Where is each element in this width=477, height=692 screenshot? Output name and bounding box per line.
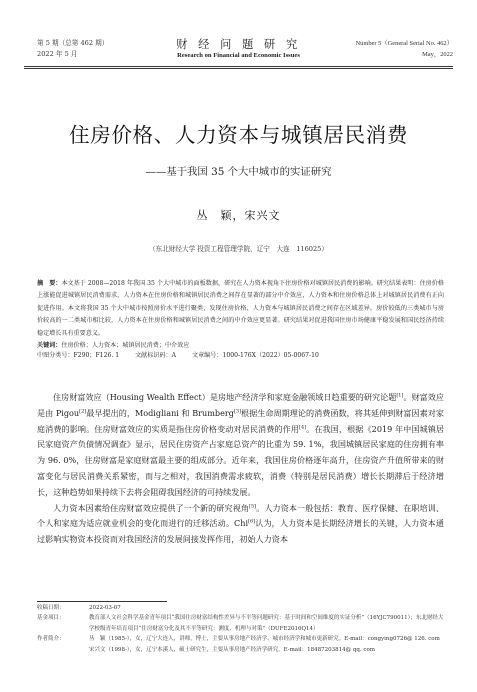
footnote-value: 宋兴文（1998-），女，辽宁本溪人，硕士研究生，主要从事房地产经济学研究。E-mail：18487203814@ qq. com — [89, 646, 375, 653]
text-run: 。在我国，根据《2019 年中国城镇居民家庭资产负债情况调查》显示，居民住房资产占家庭总资产的比重为 59. 1%，我国城镇居民家庭的住房拥有率为 96. 0%，住房财富是家庭财富最主要的组成部分。近年来，我国住房价格逐年高升，住房资产升值所带来的财富变化与居民消费关系紧密，而与之相对，我国消费需求疲软，消费（特别是居民消费）增长长期滞后于经济增长，这种趋势如果持续下去将会阻碍我国经济的可持续发展。 — [37, 423, 444, 497]
text-run: 认为，人力资本是长期经济增长的关键，人力资本通过影响实物资本投资而对我国经济的发展间接发挥作用，初始人力资本 — [37, 518, 444, 545]
header-rule-bottom — [24, 68, 453, 69]
journal-name-en: Research on Financial and Economic Issues — [177, 52, 300, 59]
footnote-fund — [37, 613, 448, 634]
text-run: 最早提出的，Modigliani 和 Brumberg — [86, 407, 234, 418]
footnote-author-2 — [37, 645, 448, 655]
citation: [1] — [396, 392, 404, 399]
text-run: 人力资本因素给住房财富效应提供了一个新的研究视角 — [53, 502, 250, 513]
abstract — [37, 278, 444, 340]
paragraph — [37, 501, 444, 548]
footnote-label: 收稿日期： — [37, 605, 65, 611]
journal-name-cn: 财 经 问 题 研 究 — [176, 38, 301, 51]
article-subtitle: ——基于我国 35 个大中城市的实证研究 — [145, 166, 332, 178]
footnotes — [37, 603, 448, 655]
footnote-author-1 — [37, 634, 448, 644]
header-rule-top — [24, 66, 453, 67]
footnote-value: 教育部人文社会科学基金青年项目“我国住房财富结构性差异与不平等问题研究：基于时间和空间维度的实证分析”（16YJC790011）；东北财经大学校级青年培育项目“住房财富分化及其不平等研究：测度、机理与对策”（DUFE2016Q14） — [89, 615, 444, 632]
footnote-value: 丛 颖（1985-），女，辽宁大连人，讲师，博士，主要从事房地产经济学、城市经济学和城市更新研究。E-mail：congying0726@ 126. com — [89, 636, 440, 643]
article-authors: 丛 颖，宋兴文 — [196, 209, 281, 222]
text-run: 根据生命周期理论的消费函数，将其延伸到财富因素对家庭消费的影响。住房财富效应的实质是指住房价格变动对居民消费的作用 — [37, 407, 444, 434]
paragraph — [37, 390, 444, 501]
footnote-label: 作者简介： — [37, 636, 65, 643]
footnote-received — [37, 603, 448, 613]
abstract-text: 本文基于 2008—2018 年我国 35 个大中城市的面板数据，研究在人力资本视角下住房价格对城镇居民消费的影响。研究结果表明：住房价格上涨能促进城镇居民消费需求，人力资本在住房价格和城镇居民消费之间存在显著的部分中介效应，人力资本和住房价格总体上对城镇居民消费有正向促进作用。本文将我国 35 个大中城市按照房价水平进行聚类，发现住房价格、人力资本与城镇居民消费之间存在区域差异。房价较低的三类城市与房价较高的一二类城市相比较，人力资本在住房价格和城镇居民消费之间的中介效应更显著。研究结果对促进我国住房市场健康平稳发展和国民经济持续稳定增长具有重要意义。 — [37, 280, 444, 337]
citation: [3] — [233, 408, 242, 415]
issue-line: 第 5 期（总第 462 期） — [37, 39, 109, 47]
number-line: Number 5（General Serial No. 462） — [355, 40, 453, 47]
citation: [2] — [79, 408, 87, 415]
document-code: 文献标识码：A — [135, 352, 177, 359]
keywords-label: 关键词： — [37, 342, 62, 350]
running-header — [0, 38, 477, 68]
abstract-block — [37, 278, 444, 352]
author-affiliation: （东北财经大学 投资工程管理学院，辽宁 大连 116025） — [149, 245, 328, 253]
article-id: 文章编号：1000-176X（2022）05-0067-10 — [191, 352, 319, 359]
citation: [5] — [249, 502, 257, 509]
footnote-label: 基金项目： — [37, 615, 65, 622]
citation: [6] — [248, 518, 256, 525]
article-title: 住房价格、人力资本与城镇居民消费 — [68, 123, 409, 147]
date-line: 2022 年 5 月 — [37, 50, 78, 58]
footnote-value: 2022-03-07 — [89, 605, 121, 611]
footnote-spacer — [37, 645, 89, 655]
clc-number: 中图分类号：F290；F126. 1 — [37, 352, 120, 359]
footnote-rule — [37, 601, 167, 602]
text-run: 。财富效应是由 Pigou — [37, 392, 444, 418]
citation: [4] — [299, 423, 307, 430]
text-run: 住房财富效应（Housing Wealth Effect）是房地产经济学和家庭金融领域日趋重要的研究论题 — [53, 392, 397, 402]
abstract-label: 摘 要： — [37, 280, 62, 287]
text-run: 。人力资本一般包括：教育、医疗保健、在职培训、个人和家庭为适应就业机会的变化而进行的迁移活动。Chi — [37, 502, 444, 529]
issue-info-en — [356, 38, 453, 60]
keywords-text: 住房价格；人力资本；城镇居民消费；中介效应 — [61, 342, 190, 350]
body-text — [37, 390, 444, 548]
classification-line — [37, 350, 457, 362]
month-line: May，2022 — [422, 51, 453, 58]
